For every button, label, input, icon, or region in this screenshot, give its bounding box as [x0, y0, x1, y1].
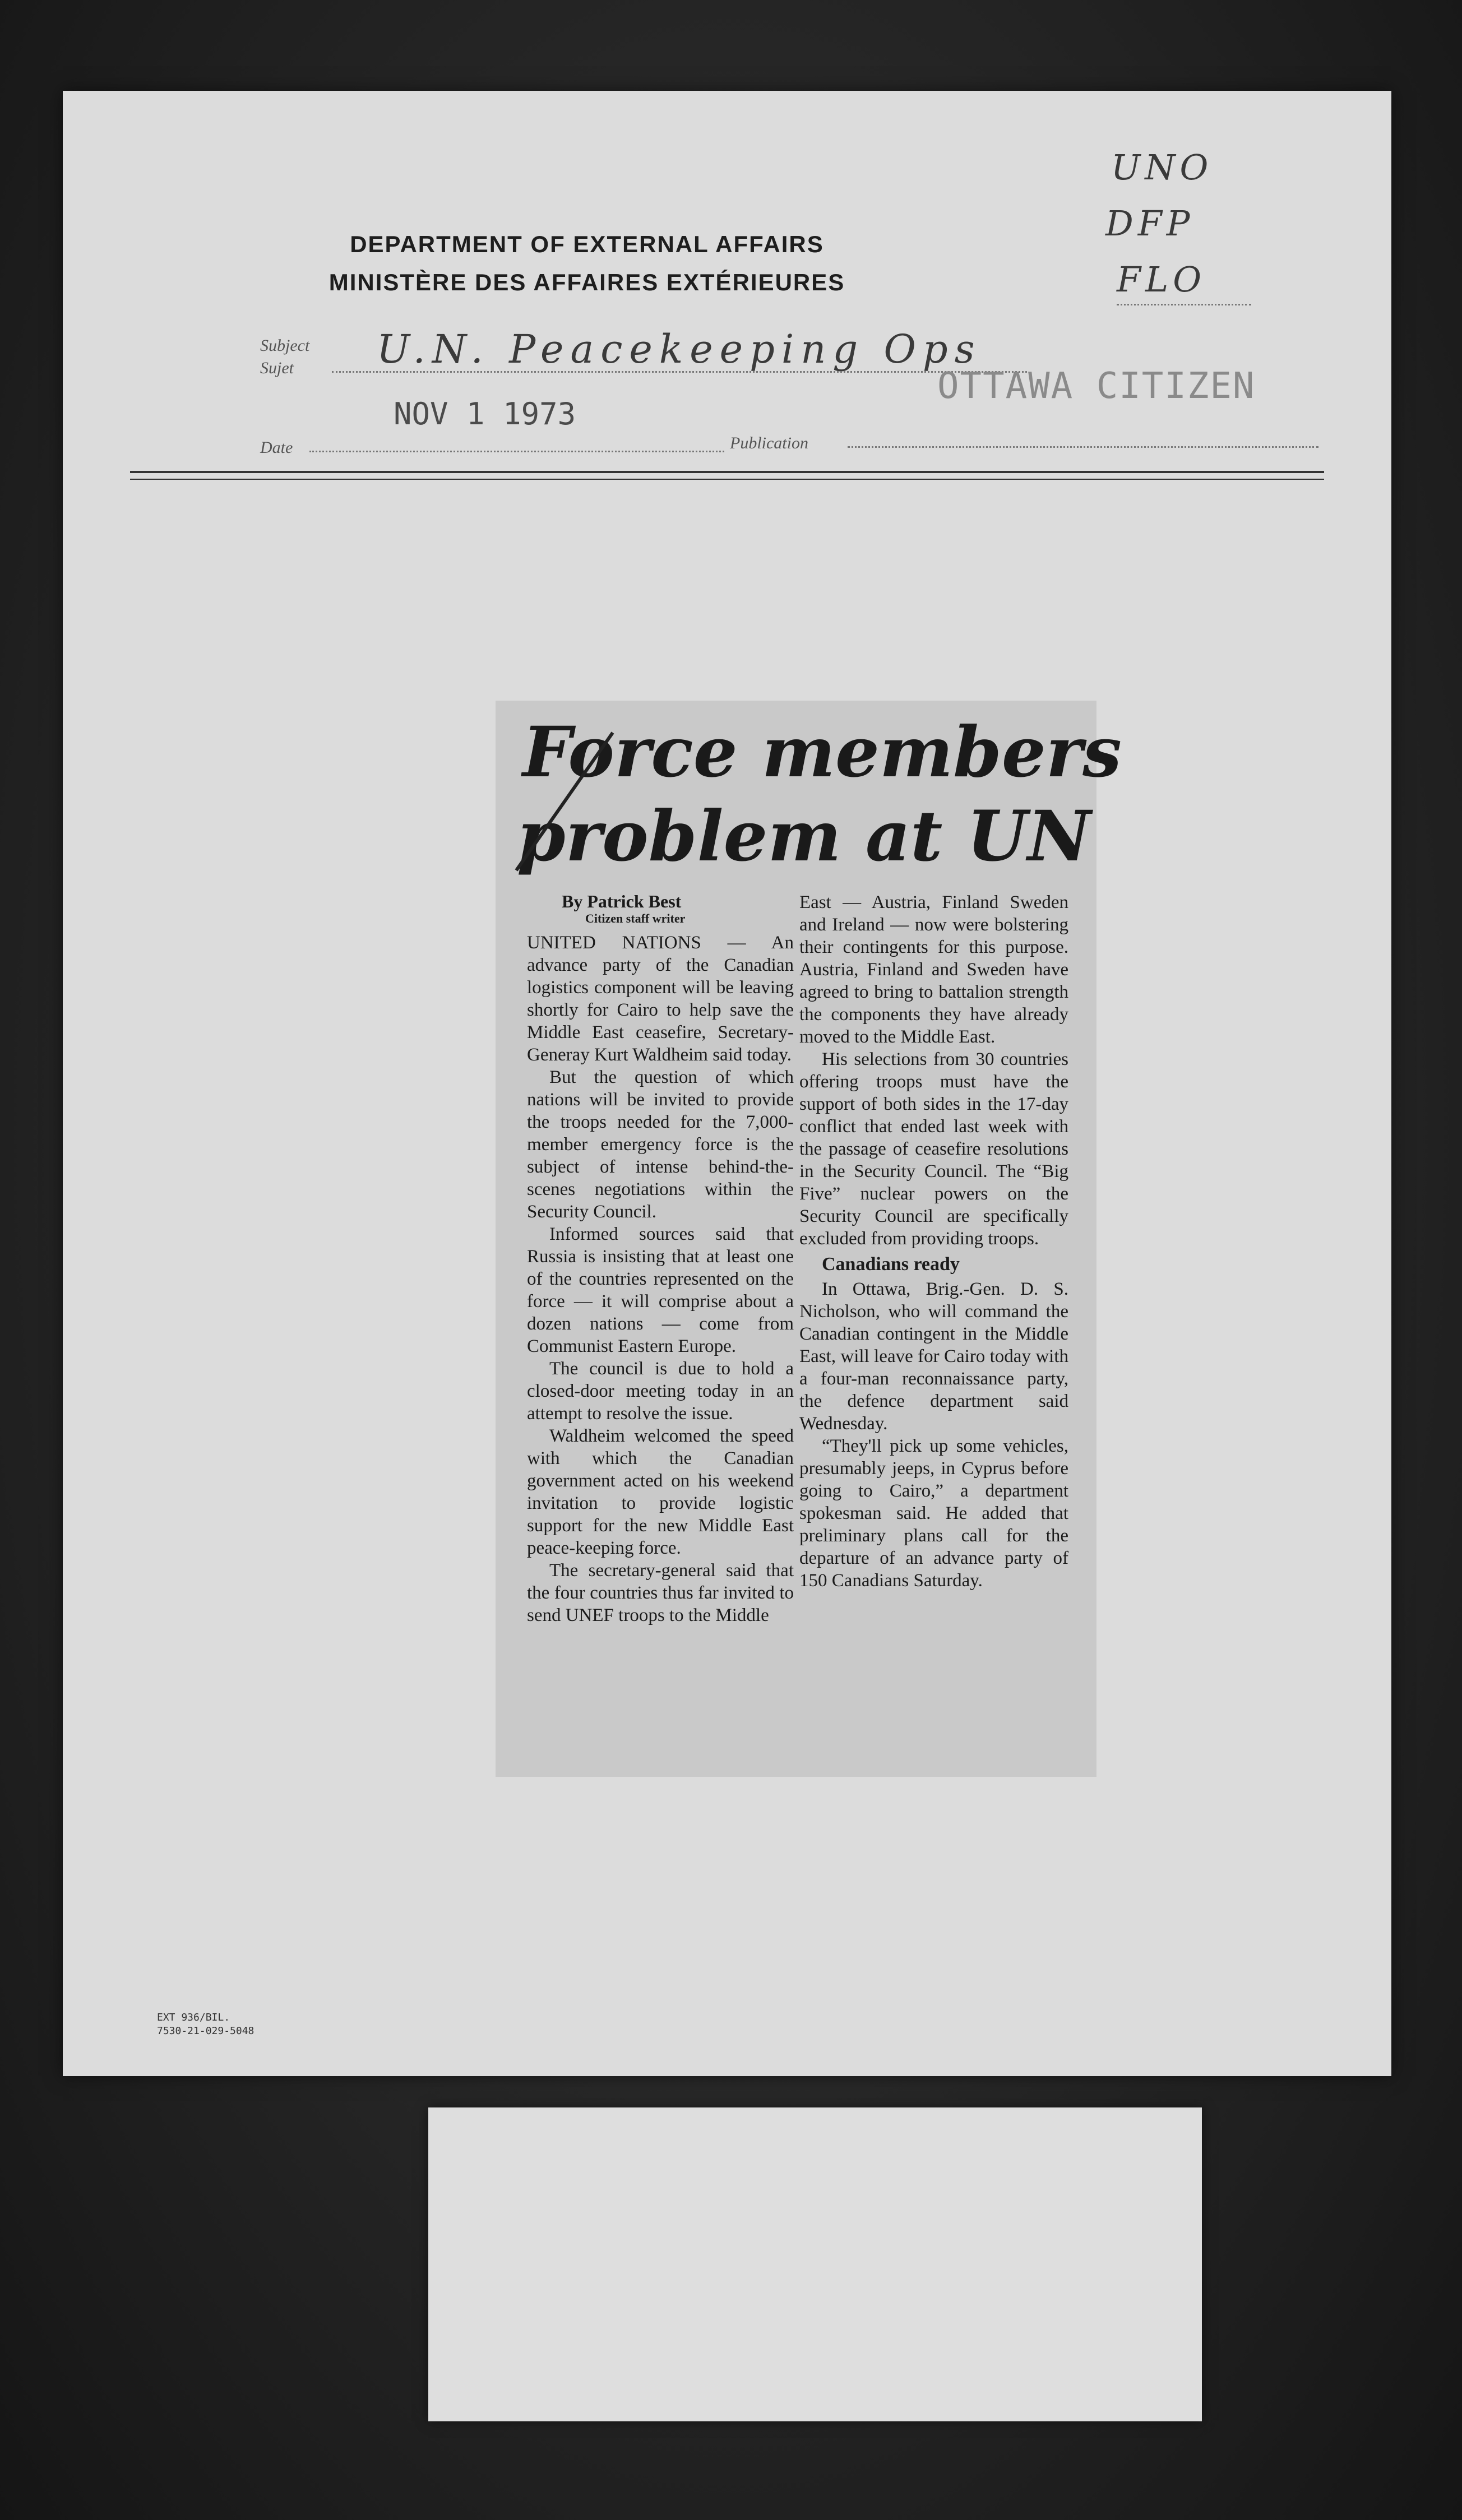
col1-paragraph: Informed sources said that Russia is insisting that at least one of the countries represented on the force — it will comprise about a dozen nations — come from Communist Eastern Europe. [527, 1224, 794, 1356]
subject-label-fr: Sujet [260, 359, 294, 377]
date-stamp: NOV 1 1973 [394, 396, 576, 432]
byline-author: By Patrick Best [562, 891, 682, 911]
col1-paragraph: Waldheim welcomed the speed with which the Canadian government acted on his weekend invitation to provide logistic support for the new Middle East peace-keeping force. [527, 1426, 794, 1558]
header-rule-bottom [130, 479, 1324, 480]
document-sheet [63, 91, 1391, 2076]
headline-line-2: problem at UN [517, 796, 1091, 877]
underlying-sheet [428, 2107, 1202, 2421]
publication-line [848, 446, 1318, 448]
col1-paragraph: The council is due to hold a closed-door meeting today in an attempt to resolve the issue. [527, 1359, 794, 1424]
col2-paragraph: East — Austria, Finland Sweden and Ireland — now were bolstering their contingents for this purpose. Austria, Finland and Sweden have agreed to bring to battalion strength the components they have already moved to the Middle East. [799, 892, 1068, 1047]
publication-stamp: OTTAWA CITIZEN [937, 365, 1256, 407]
department-name-english: DEPARTMENT OF EXTERNAL AFFAIRS [350, 231, 824, 257]
col2-paragraph: His selections from 30 countries offering troops must have the support of both sides in the 17-day conflict that ended last week with the passage of ceasefire resolutions in the Security Council. The “Big Five” nuclear powers on the Security Council are specifically excluded from providing troops. [799, 1049, 1068, 1249]
article-column-2 [799, 891, 1068, 1592]
article-column-1 [527, 932, 794, 1627]
col2-paragraph: “They'll pick up some vehicles, presumably jeeps, in Cyprus before going to Cairo,” a department spokesman said. He added that preliminary plans call for the departure of an advance party of 150 Canadians Saturday. [799, 1436, 1068, 1591]
handwritten-code-uno: UNO [1111, 147, 1213, 188]
col1-paragraph: But the question of which nations will be invited to provide the troops needed for the 7,000-member emergency force is the subject of intense behind-the-scenes negotiations within the Security Council. [527, 1067, 794, 1222]
code-underline [1117, 304, 1251, 305]
subject-label-en: Subject [260, 336, 310, 355]
headline-line-1: Force members [522, 712, 1122, 793]
handwritten-code-dfp: DFP [1105, 203, 1195, 244]
col1-paragraph: The secretary-general said that the four countries thus far invited to send UNEF troops to the Middle [527, 1560, 794, 1625]
form-code-1: EXT 936/BIL. [157, 2012, 230, 2023]
newspaper-clipping [496, 701, 1122, 1777]
handwritten-code-flo: FLO [1117, 259, 1206, 300]
date-label: Date [260, 438, 293, 457]
subhead: Canadians ready [822, 1254, 960, 1275]
header-rule-top [130, 471, 1324, 473]
byline-role: Citizen staff writer [585, 911, 686, 925]
handwritten-subject: U.N. Peacekeeping Ops [377, 326, 982, 372]
subject-line [332, 371, 1027, 373]
col1-paragraph: UNITED NATIONS — An advance party of the Canadian logistics component will be leaving shortly for Cairo to help save the Middle East ceasefire, Secretary-Generay Kurt Waldheim said today. [527, 933, 794, 1065]
col2-paragraph: In Ottawa, Brig.-Gen. D. S. Nicholson, who will command the Canadian contingent in the Middle East, will leave for Cairo today with a four-man reconnaissance party, the defence department said Wednesday. [799, 1279, 1068, 1434]
date-line [309, 451, 724, 452]
department-name-french: MINISTÈRE DES AFFAIRES EXTÉRIEURES [329, 269, 845, 295]
form-code-2: 7530-21-029-5048 [157, 2025, 255, 2037]
publication-label: Publication [730, 434, 808, 452]
